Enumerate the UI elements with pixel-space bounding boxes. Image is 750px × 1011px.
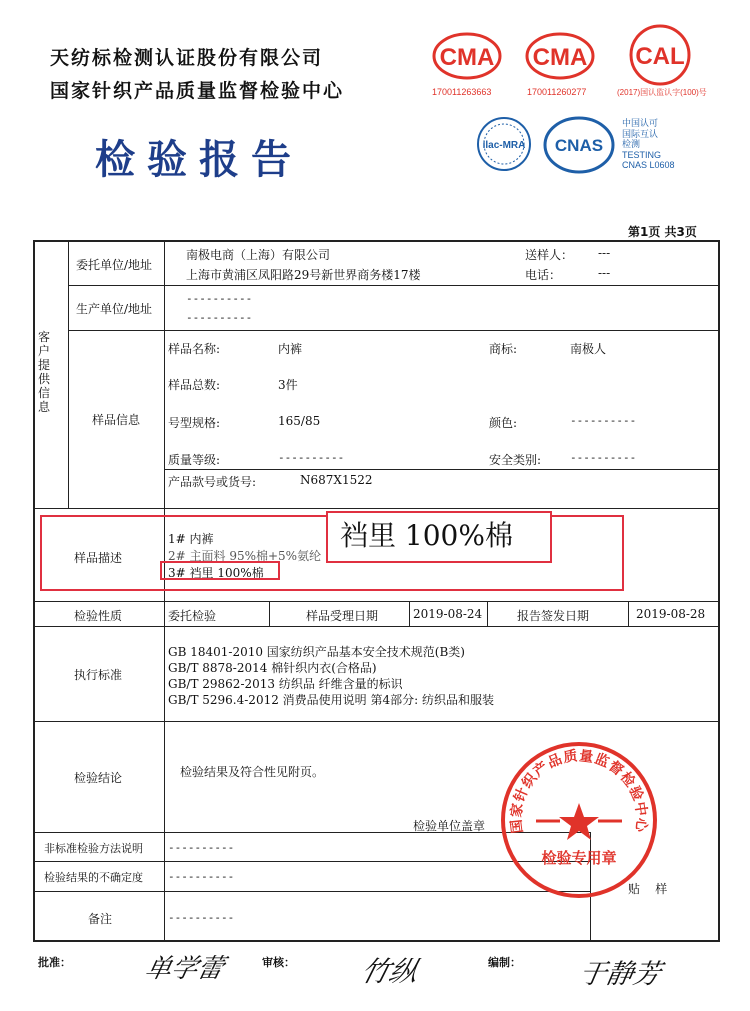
standard-line: GB/T 29862-2013 纺织品 纤维含量的标识 <box>168 677 403 691</box>
svg-text:CAL: CAL <box>635 43 685 70</box>
conclusion-value: 检验结果及符合性见附页。 <box>180 765 325 779</box>
svg-text:检验专用章: 检验专用章 <box>541 849 617 867</box>
safety-label: 安全类别: <box>489 453 542 467</box>
review-label: 审核： <box>262 956 295 969</box>
nonstd-value: ---------- <box>168 841 235 854</box>
review-signature: 竹纵 <box>357 955 422 988</box>
highlight-box-item <box>160 561 280 580</box>
cnas-line: CNAS L0608 <box>622 160 675 170</box>
cal-logo <box>628 24 692 86</box>
ilac-logo <box>470 116 538 172</box>
uncertainty-value: ---------- <box>168 870 235 883</box>
phone-label: 电话： <box>525 268 562 282</box>
spec-label: 号型规格: <box>168 416 221 430</box>
client-section-label: 客户提供信息 <box>38 330 51 414</box>
center-name: 国家针织产品质量监督检验中心 <box>50 80 345 102</box>
svg-text:ilac-MRA: ilac-MRA <box>482 140 526 151</box>
cnas-line: 中国认可 <box>622 118 659 128</box>
spec-value: 165/85 <box>278 414 321 428</box>
issued-date-label: 报告签发日期 <box>517 609 590 623</box>
callout-text: 裆里 100%棉 <box>340 519 513 552</box>
paste-sample-label: 贴 样 <box>628 882 668 896</box>
grade-value: ---------- <box>278 451 345 464</box>
sample-desc-line: 1# 内裤 <box>168 532 214 546</box>
approve-label: 批准： <box>38 956 71 969</box>
cnas-line: 国际互认 <box>622 128 659 139</box>
item-no-value: N687X1522 <box>300 473 373 487</box>
nature-value: 委托检验 <box>168 609 217 623</box>
nonstd-label: 非标准检验方法说明 <box>44 842 143 855</box>
remark-value: ---------- <box>168 911 235 924</box>
entrust-label: 委托单位/地址 <box>76 258 153 272</box>
conclusion-label: 检验结论 <box>74 771 123 785</box>
cal-icon <box>628 24 692 86</box>
standard-line: GB/T 8878-2014 棉针织内衣(合格品) <box>168 661 377 675</box>
compile-signature: 于静芳 <box>576 959 664 990</box>
cnas-line: 检测 <box>622 139 641 149</box>
cma-code-2: 170011260277 <box>527 87 587 97</box>
producer-label: 生产单位/地址 <box>76 302 153 316</box>
entrust-address: 上海市黄浦区凤阳路29号新世界商务楼17楼 <box>186 268 421 282</box>
svg-text:CNAS: CNAS <box>554 136 604 155</box>
color-label: 颜色: <box>489 416 518 430</box>
cnas-text <box>622 118 675 171</box>
page-info: 第1页 共3页 <box>628 225 697 239</box>
color-value: ---------- <box>570 414 637 427</box>
stamp-caption: 检验单位盖章 <box>413 819 486 833</box>
svg-text:国家针织产品质量监督检验中心: 国家针织产品质量监督检验中心 <box>508 748 650 835</box>
report-title: 检验报告 <box>95 137 303 183</box>
approve-signature: 单学蕾 <box>142 954 227 984</box>
cal-code: (2017)国认监认字(100)号 <box>617 88 707 97</box>
standards-label: 执行标准 <box>74 668 123 682</box>
entrust-name: 南极电商（上海）有限公司 <box>186 248 331 262</box>
received-date: 2019-08-24 <box>413 607 483 621</box>
cnas-icon <box>543 116 615 174</box>
cma-icon <box>525 32 595 80</box>
producer-line: ---------- <box>186 311 253 324</box>
brand-value: 南极人 <box>570 342 607 356</box>
svg-text:CMA: CMA <box>439 44 495 71</box>
sender-value: --- <box>598 246 611 260</box>
cnas-line: TESTING <box>622 149 662 160</box>
cma-logo-1 <box>432 32 502 80</box>
inspection-seal <box>500 741 658 899</box>
producer-line: ---------- <box>186 292 253 305</box>
cma-logo-2 <box>525 32 595 80</box>
seal-icon <box>500 741 658 899</box>
standard-line: GB 18401-2010 国家纺织产品基本安全技术规范(B类) <box>168 645 465 659</box>
compile-label: 编制： <box>488 956 521 969</box>
company-name: 天纺标检测认证股份有限公司 <box>50 47 324 69</box>
sample-count-value: 3件 <box>278 378 298 392</box>
standard-line: GB/T 5296.4-2012 消费品使用说明 第4部分: 纺织品和服装 <box>168 693 494 707</box>
grade-label: 质量等级: <box>168 453 221 467</box>
sample-count-label: 样品总数: <box>168 378 221 392</box>
received-date-label: 样品受理日期 <box>306 609 379 623</box>
uncertainty-label: 检验结果的不确定度 <box>44 871 143 884</box>
remark-label: 备注 <box>88 912 113 926</box>
nature-label: 检验性质 <box>74 609 123 623</box>
safety-value: ---------- <box>570 451 637 464</box>
ilac-icon <box>470 116 538 172</box>
sample-desc-line: 2# 主面料 95%棉+5%氨纶 <box>168 549 322 563</box>
cma-code-1: 170011263663 <box>432 87 492 97</box>
issued-date: 2019-08-28 <box>636 607 706 621</box>
sender-label: 送样人： <box>525 248 574 262</box>
sample-desc-line: 3# 裆里 100%棉 <box>168 566 264 580</box>
cma-icon <box>432 32 502 80</box>
phone-value: --- <box>598 266 611 280</box>
cnas-logo <box>543 116 615 174</box>
sample-name-label: 样品名称: <box>168 342 221 356</box>
brand-label: 商标: <box>489 342 518 356</box>
svg-text:CMA: CMA <box>532 44 588 71</box>
sample-info-label: 样品信息 <box>92 413 141 427</box>
sample-desc-label: 样品描述 <box>74 551 123 565</box>
item-no-label: 产品款号或货号: <box>168 475 257 489</box>
sample-name-value: 内裤 <box>278 342 303 356</box>
